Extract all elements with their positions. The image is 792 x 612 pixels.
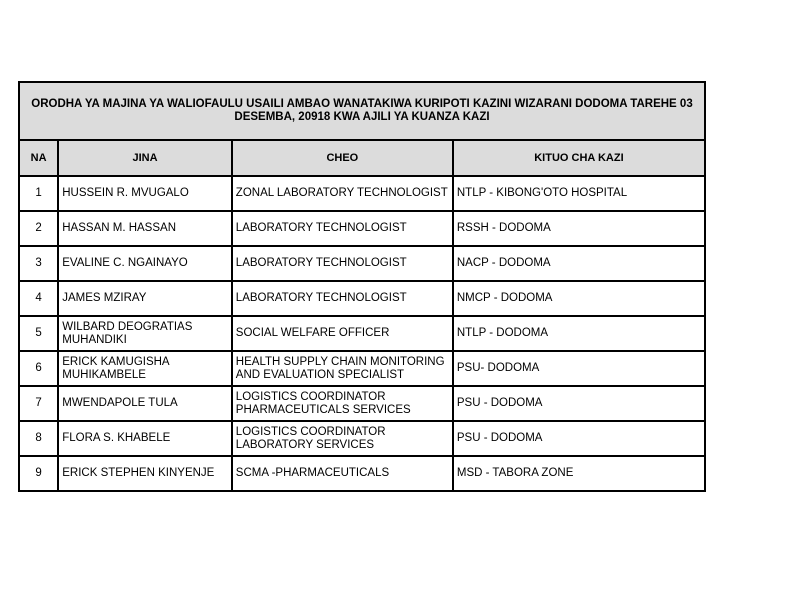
workstation-cell: NTLP - KIBONG'OTO HOSPITAL <box>453 176 705 211</box>
row-number: 1 <box>19 176 58 211</box>
header-na: NA <box>19 140 58 176</box>
header-cheo: CHEO <box>232 140 453 176</box>
name-cell: ERICK KAMUGISHA MUHIKAMBELE <box>58 351 232 386</box>
title-row <box>19 82 705 140</box>
table-row <box>19 316 705 351</box>
document-title <box>19 82 705 140</box>
position-cell: LOGISTICS COORDINATOR PHARMACEUTICALS SERVICES <box>232 386 453 421</box>
table-row <box>19 176 705 211</box>
position-cell: ZONAL LABORATORY TECHNOLOGIST <box>232 176 453 211</box>
title-line-1: ORODHA YA MAJINA YA WALIOFAULU USAILI AMBAO WANATAKIWA KURIPOTI KAZINI WIZARANI DODOMA TAREHE 03 <box>31 98 693 110</box>
table-row <box>19 211 705 246</box>
name-cell: FLORA S. KHABELE <box>58 421 232 456</box>
header-kituo: KITUO CHA KAZI <box>453 140 705 176</box>
name-cell: EVALINE C. NGAINAYO <box>58 246 232 281</box>
workstation-cell: NACP - DODOMA <box>453 246 705 281</box>
row-number: 2 <box>19 211 58 246</box>
name-cell: HASSAN M. HASSAN <box>58 211 232 246</box>
title-line-2: DESEMBA, 20918 KWA AJILI YA KUANZA KAZI <box>234 111 490 123</box>
row-number: 6 <box>19 351 58 386</box>
name-cell: ERICK STEPHEN KINYENJE <box>58 456 232 491</box>
position-cell: SOCIAL WELFARE OFFICER <box>232 316 453 351</box>
position-cell: LOGISTICS COORDINATOR LABORATORY SERVICES <box>232 421 453 456</box>
header-jina: JINA <box>58 140 232 176</box>
table-row <box>19 456 705 491</box>
row-number: 4 <box>19 281 58 316</box>
name-cell: WILBARD DEOGRATIAS MUHANDIKI <box>58 316 232 351</box>
table-row <box>19 421 705 456</box>
row-number: 5 <box>19 316 58 351</box>
name-cell: HUSSEIN R. MVUGALO <box>58 176 232 211</box>
table-row <box>19 386 705 421</box>
position-cell: LABORATORY TECHNOLOGIST <box>232 211 453 246</box>
row-number: 7 <box>19 386 58 421</box>
position-cell: HEALTH SUPPLY CHAIN MONITORING AND EVALUATION SPECIALIST <box>232 351 453 386</box>
name-cell: JAMES MZIRAY <box>58 281 232 316</box>
position-cell: SCMA -PHARMACEUTICALS <box>232 456 453 491</box>
workstation-cell: NTLP - DODOMA <box>453 316 705 351</box>
workstation-cell: PSU - DODOMA <box>453 386 705 421</box>
name-cell: MWENDAPOLE TULA <box>58 386 232 421</box>
position-cell: LABORATORY TECHNOLOGIST <box>232 281 453 316</box>
table-row <box>19 246 705 281</box>
workstation-cell: PSU - DODOMA <box>453 421 705 456</box>
workstation-cell: RSSH - DODOMA <box>453 211 705 246</box>
row-number: 8 <box>19 421 58 456</box>
workstation-cell: MSD - TABORA ZONE <box>453 456 705 491</box>
row-number: 3 <box>19 246 58 281</box>
table-row <box>19 351 705 386</box>
workstation-cell: NMCP - DODOMA <box>453 281 705 316</box>
table-row <box>19 281 705 316</box>
employee-list-table <box>18 81 706 492</box>
workstation-cell: PSU- DODOMA <box>453 351 705 386</box>
header-row <box>19 140 705 176</box>
position-cell: LABORATORY TECHNOLOGIST <box>232 246 453 281</box>
row-number: 9 <box>19 456 58 491</box>
